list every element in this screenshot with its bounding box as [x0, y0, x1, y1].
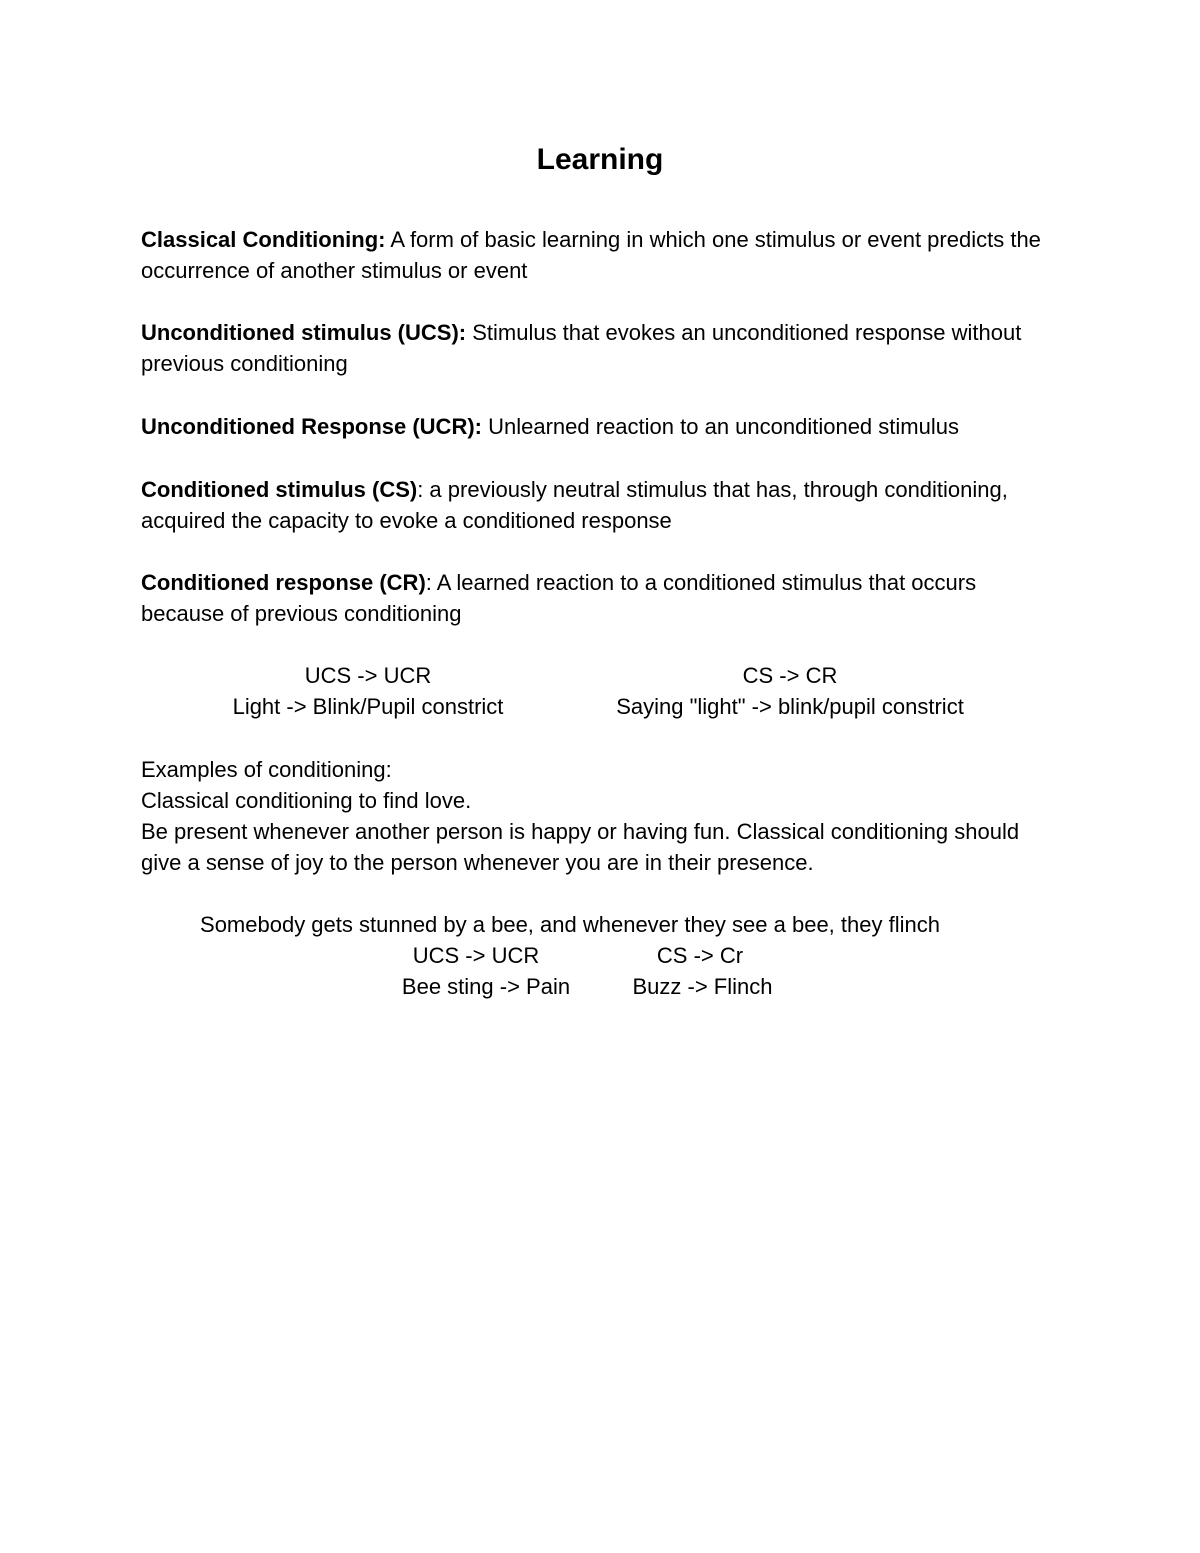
bee-ucs-ucr-example: Bee sting -> Pain — [401, 974, 571, 999]
definition-cs — [141, 474, 1061, 536]
examples-heading: Examples of conditioning: — [141, 757, 392, 782]
definition-text: : a previously neutral stimulus that has, through conditioning, acquired the capacity to evoke a conditioned response — [141, 477, 1008, 533]
diagram-ucs-ucr-header: UCS -> UCR — [304, 663, 432, 688]
bee-cs-cr-example: Buzz -> Flinch — [632, 974, 773, 999]
definition-text: Unlearned reaction to an unconditioned stimulus — [482, 414, 959, 439]
examples-line-1: Classical conditioning to find love. — [141, 788, 472, 813]
definition-term: Unconditioned Response (UCR): — [141, 414, 482, 439]
definition-term: Unconditioned stimulus (UCS): — [141, 320, 467, 345]
definition-text: A form of basic learning in which one stimulus or event predicts the occurrence of another stimulus or event — [141, 227, 1041, 283]
diagram-ucs-ucr-example: Light -> Blink/Pupil constrict — [232, 694, 504, 719]
definition-text: Stimulus that evokes an unconditioned response without previous conditioning — [141, 320, 1022, 376]
definition-term: Conditioned stimulus (CS) — [141, 477, 418, 502]
examples-line-2: Be present whenever another person is happy or having fun. Classical conditioning should give a sense of joy to the person whenever you are in their presence. — [141, 819, 1020, 875]
diagram-cs-cr-header: CS -> CR — [742, 663, 838, 688]
definition-term: Conditioned response (CR) — [141, 570, 426, 595]
definition-ucr — [141, 411, 1061, 442]
definition-cr — [141, 567, 1046, 629]
bee-example-intro: Somebody gets stunned by a bee, and whenever they see a bee, they flinch — [200, 912, 940, 937]
bee-cs-cr-header: CS -> Cr — [656, 943, 744, 968]
definition-text: : A learned reaction to a conditioned stimulus that occurs because of previous conditioning — [141, 570, 977, 626]
bee-ucs-ucr-header: UCS -> UCR — [412, 943, 540, 968]
page-title: Learning — [536, 143, 664, 176]
definition-ucs — [141, 317, 1061, 379]
diagram-cs-cr-example: Saying "light" -> blink/pupil constrict — [616, 694, 964, 719]
definition-term: Classical Conditioning: — [141, 227, 386, 252]
definition-classical-conditioning — [141, 224, 1061, 286]
